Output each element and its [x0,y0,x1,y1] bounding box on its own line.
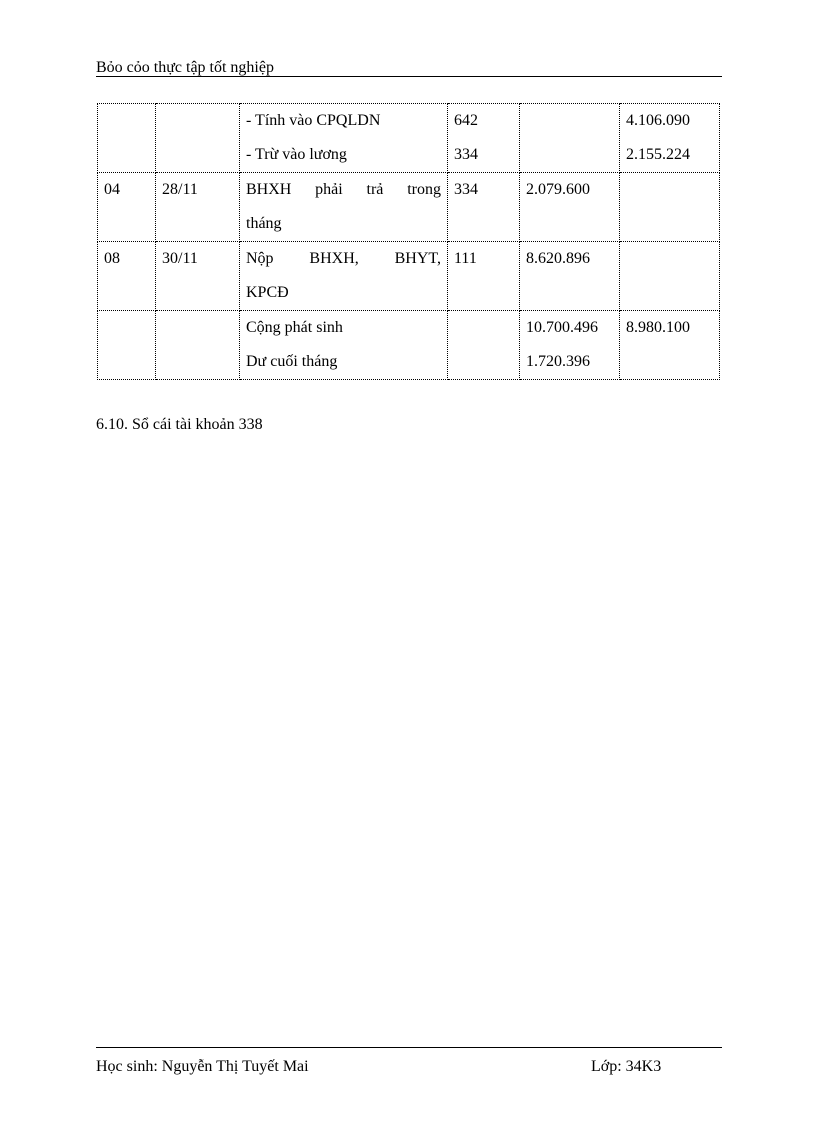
description-line: Nộp BHXH, BHYT, [246,250,441,267]
cell-account [448,311,520,380]
cell-date: 30/11 [156,242,240,311]
description-line: KPCĐ [246,284,289,301]
cell-description [240,242,448,311]
ledger-table [97,103,720,380]
cell-debit: 8.620.896 [520,242,620,311]
cell-no: 08 [98,242,156,311]
description-line: - Tính vào CPQLDN [246,112,381,129]
cell-no [98,311,156,380]
credit-value: 4.106.090 [626,112,690,129]
table-row [98,104,720,173]
student-name: Học sinh: Nguyễn Thị Tuyết Mai [96,1058,309,1075]
class-label: Lớp: 34K3 [591,1058,662,1075]
cell-debit [520,104,620,173]
description-line: BHXH phải trả trong [246,181,441,198]
cell-debit [520,311,620,380]
page-header [96,58,722,77]
cell-date [156,311,240,380]
cell-account: 334 [448,173,520,242]
debit-value: 10.700.496 [526,319,598,336]
cell-description [240,173,448,242]
cell-credit [620,104,720,173]
cell-account [448,104,520,173]
table-row [98,242,720,311]
page-footer [96,1047,722,1075]
credit-value: 2.155.224 [626,146,690,163]
account-value: 642 [454,112,478,129]
cell-date: 28/11 [156,173,240,242]
section-title: 6.10. Sổ cái tài khoản 338 [96,416,263,433]
cell-no [98,104,156,173]
table-row [98,173,720,242]
cell-debit: 2.079.600 [520,173,620,242]
cell-description [240,104,448,173]
cell-credit [620,173,720,242]
debit-value: 1.720.396 [526,353,590,370]
cell-date [156,104,240,173]
description-line: - Trừ vào lương [246,146,347,163]
description-line: tháng [246,215,282,232]
cell-credit [620,242,720,311]
account-value: 334 [454,146,478,163]
cell-no: 04 [98,173,156,242]
description-line: Cộng phát sinh [246,319,343,336]
description-line: Dư cuối tháng [246,353,338,370]
table-row [98,311,720,380]
cell-credit: 8.980.100 [620,311,720,380]
header-title: Bỏo cỏo thực tập tốt nghiệp [96,59,274,76]
cell-account: 111 [448,242,520,311]
cell-description [240,311,448,380]
